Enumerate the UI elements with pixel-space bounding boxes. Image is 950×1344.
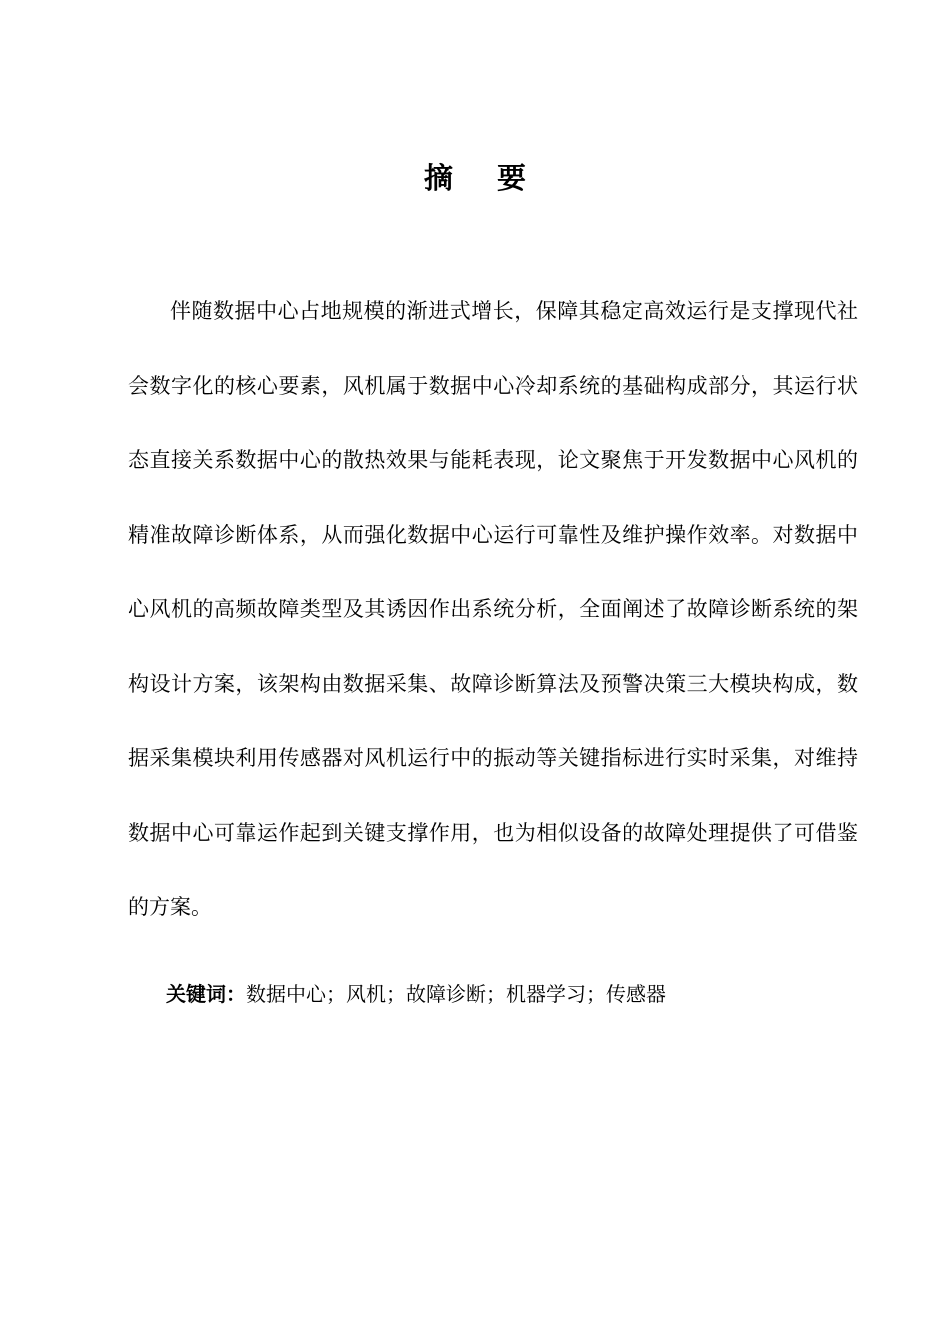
keywords-label: 关键词： — [166, 982, 246, 1006]
page-title — [0, 156, 950, 200]
keywords-value: 数据中心；风机；故障诊断；机器学习；传感器 — [246, 982, 666, 1006]
page-title-char-1: 摘 — [423, 161, 453, 195]
page-title-char-2: 要 — [497, 161, 527, 195]
abstract-paragraph: 伴随数据中心占地规模的渐进式增长，保障其稳定高效运行是支撑现代社会数字化的核心要素，风机属于数据中心冷却系统的基础构成部分，其运行状态直接关系数据中心的散热效果与能耗表现，论文聚焦于开发数据中心风机的精准故障诊断体系，从而强化数据中心运行可靠性及维护操作效率。对数据中心风机的高频故障类型及其诱因作出系统分析，全面阐述了故障诊断系统的架构设计方案，该架构由数据采集、故障诊断算法及预警决策三大模块构成，数据采集模块利用传感器对风机运行中的振动等关键指标进行实时采集，对维持数据中心可靠运作起到关键支撑作用，也为相似设备的故障处理提供了可借鉴的方案。 — [128, 299, 858, 919]
keywords-line — [166, 974, 846, 1014]
